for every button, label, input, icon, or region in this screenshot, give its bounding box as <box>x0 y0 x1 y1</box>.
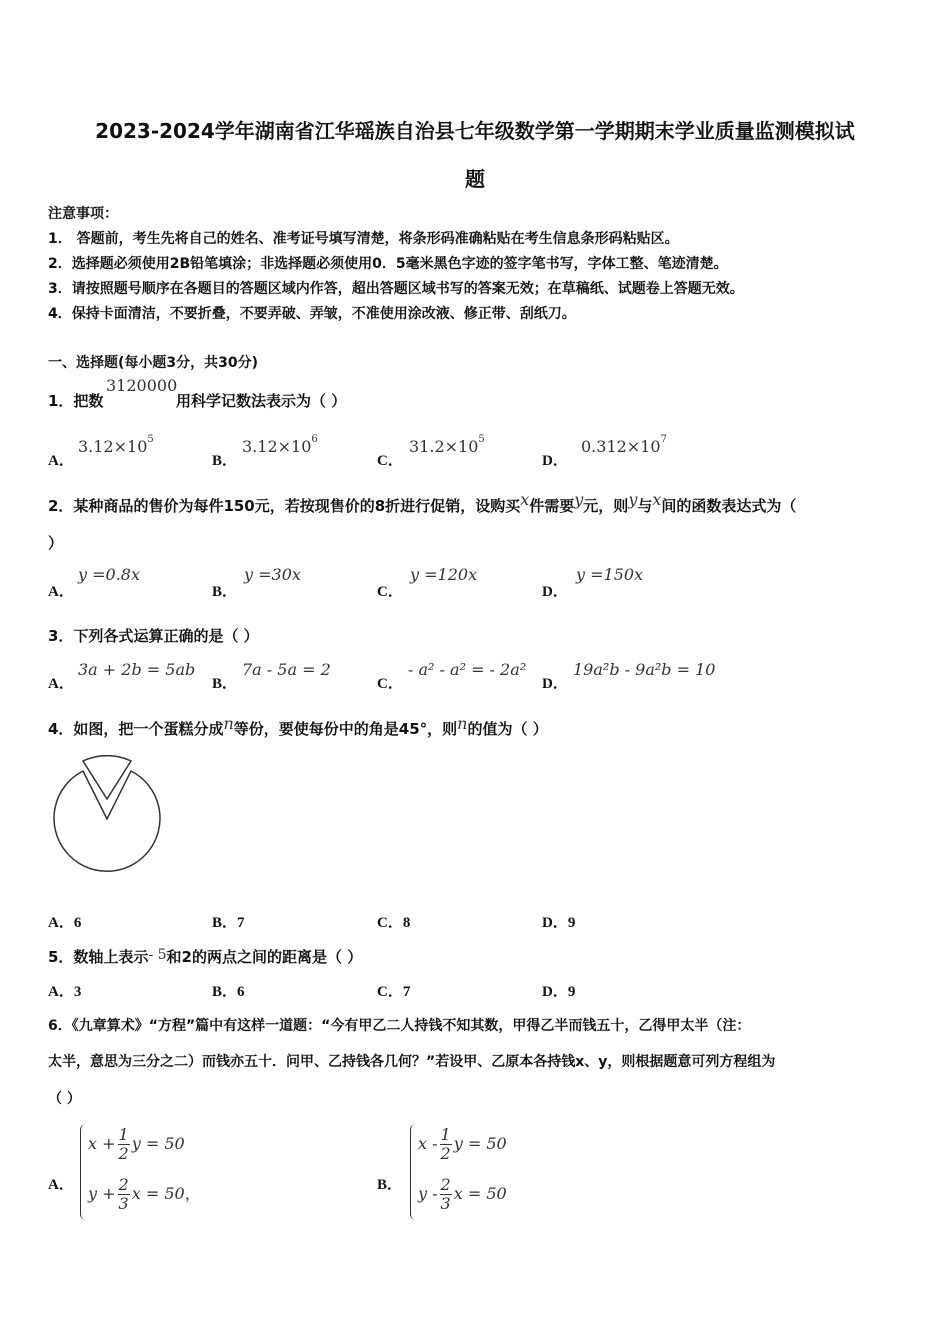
exam-title-line1: 2023-2024学年湖南省江华瑶族自治县七年级数学第一学期期末学业质量监测模拟试 <box>95 119 855 143</box>
q6-option-a-eq1: x + $\frac{1}{2}$ y = 50 <box>88 1125 185 1163</box>
q6-line1: 6．《九章算术》“方程”篇中有这样一道题：“今有甲乙二人持钱不知其数，甲得乙半而钱五十，乙得甲太半（注： <box>48 1018 751 1034</box>
q2-option-a: y =0.8x <box>78 565 140 584</box>
q2-option-b: y =30x <box>244 565 301 584</box>
q3-option-c: - a² - a² = - 2a² <box>408 660 527 679</box>
q4-option-b: B．7 <box>212 915 245 931</box>
exam-title-line2: 题 <box>465 167 485 191</box>
q1-option-d: $0.312\times 10^7$ <box>581 434 667 456</box>
q2-option-c: y =120x <box>410 565 478 584</box>
q1-number: 3120000 <box>106 376 178 395</box>
q1-option-b: $3.12\times 10^6$ <box>242 434 318 456</box>
q2-option-b-label: B． <box>212 584 238 600</box>
cake-remaining-body <box>54 771 160 871</box>
q1-prefix: 1．把数 <box>48 392 104 410</box>
q6-line3: （ ） <box>48 1091 81 1107</box>
q1-option-b-label: B． <box>212 453 238 469</box>
cake-figure <box>48 755 168 880</box>
q4-option-a: A．6 <box>48 915 82 931</box>
q3-option-d: 19a²b - 9a²b = 10 <box>573 660 716 679</box>
q2-option-a-label: A． <box>48 584 74 600</box>
q3-option-d-label: D． <box>542 676 568 692</box>
q6-option-a-eq2: y + $\frac{2}{3}$ x = 50， <box>88 1175 201 1213</box>
q3-option-b: 7a - 5a = 2 <box>242 660 331 679</box>
note-item-3: 3．请按照题号顺序在各题目的答题区域内作答，超出答题区域书写的答案无效；在草稿纸、试题卷上答题无效。 <box>48 281 744 297</box>
q1-option-a: $3.12\times 10^5$ <box>78 434 154 456</box>
q1-option-c-label: C． <box>377 453 403 469</box>
note-item-4: 4．保持卡面清洁，不要折叠，不要弄破、弄皱，不准使用涂改液、修正带、刮纸刀。 <box>48 306 576 322</box>
q1-option-c: $31.2\times 10^5$ <box>409 434 485 456</box>
q2-option-d-label: D． <box>542 584 568 600</box>
notes-heading: 注意事项： <box>48 206 118 222</box>
note-item-2: 2．选择题必须使用2B铅笔填涂；非选择题必须使用0．5毫米黑色字迹的签字笔书写，字体工整、笔迹清楚。 <box>48 256 728 272</box>
q3-option-a-label: A． <box>48 676 74 692</box>
q5-option-c: C．7 <box>377 984 411 1000</box>
q2-option-c-label: C． <box>377 584 403 600</box>
cake-cut-slice <box>83 756 131 799</box>
q5-question: 5．数轴上表示- 5和2的两点之间的距离是（ ） <box>48 947 363 966</box>
q5-option-d: D．9 <box>542 984 576 1000</box>
note-item-1: 1． 答题前，考生先将自己的姓名、准考证号填写清楚，将条形码准确粘贴在考生信息条形码粘贴区。 <box>48 231 679 247</box>
q6-option-b-label: B． <box>377 1177 403 1193</box>
q1-option-d-label: D． <box>542 453 568 469</box>
q3-option-b-label: B． <box>212 676 238 692</box>
q3-question: 3．下列各式运算正确的是（ ） <box>48 627 259 645</box>
q1-suffix: 用科学记数法表示为（ ） <box>176 392 347 410</box>
q2-question: 2．某种商品的售价为每件150元，若按现售价的8折进行促销，设购买x件需要y元，则y与x间的函数表达式为（ <box>48 490 797 515</box>
q4-question: 4．如图，把一个蛋糕分成n等份，要使每份中的角是45°，则n的值为（ ） <box>48 714 548 738</box>
q2-option-d: y =150x <box>576 565 644 584</box>
q2-line2: ） <box>48 534 64 552</box>
q4-option-c: C．8 <box>377 915 411 931</box>
q5-option-a: A．3 <box>48 984 82 1000</box>
q3-option-c-label: C． <box>377 676 403 692</box>
q3-option-a: 3a + 2b = 5ab <box>78 660 196 679</box>
q5-option-b: B．6 <box>212 984 245 1000</box>
q4-option-d: D．9 <box>542 915 576 931</box>
q6-option-b-eq2: y - $\frac{2}{3}$ x = 50 <box>418 1175 507 1213</box>
q6-option-a-label: A． <box>48 1177 74 1193</box>
q6-option-b-eq1: x - $\frac{1}{2}$ y = 50 <box>418 1125 507 1163</box>
q6-line2: 太半，意思为三分之二）而钱亦五十．问甲、乙持钱各几何？”若设甲、乙原本各持钱x、y，则根据题意可列方程组为 <box>48 1054 776 1070</box>
q1-option-a-label: A． <box>48 453 74 469</box>
section-heading: 一、选择题(每小题3分，共30分) <box>48 355 259 371</box>
